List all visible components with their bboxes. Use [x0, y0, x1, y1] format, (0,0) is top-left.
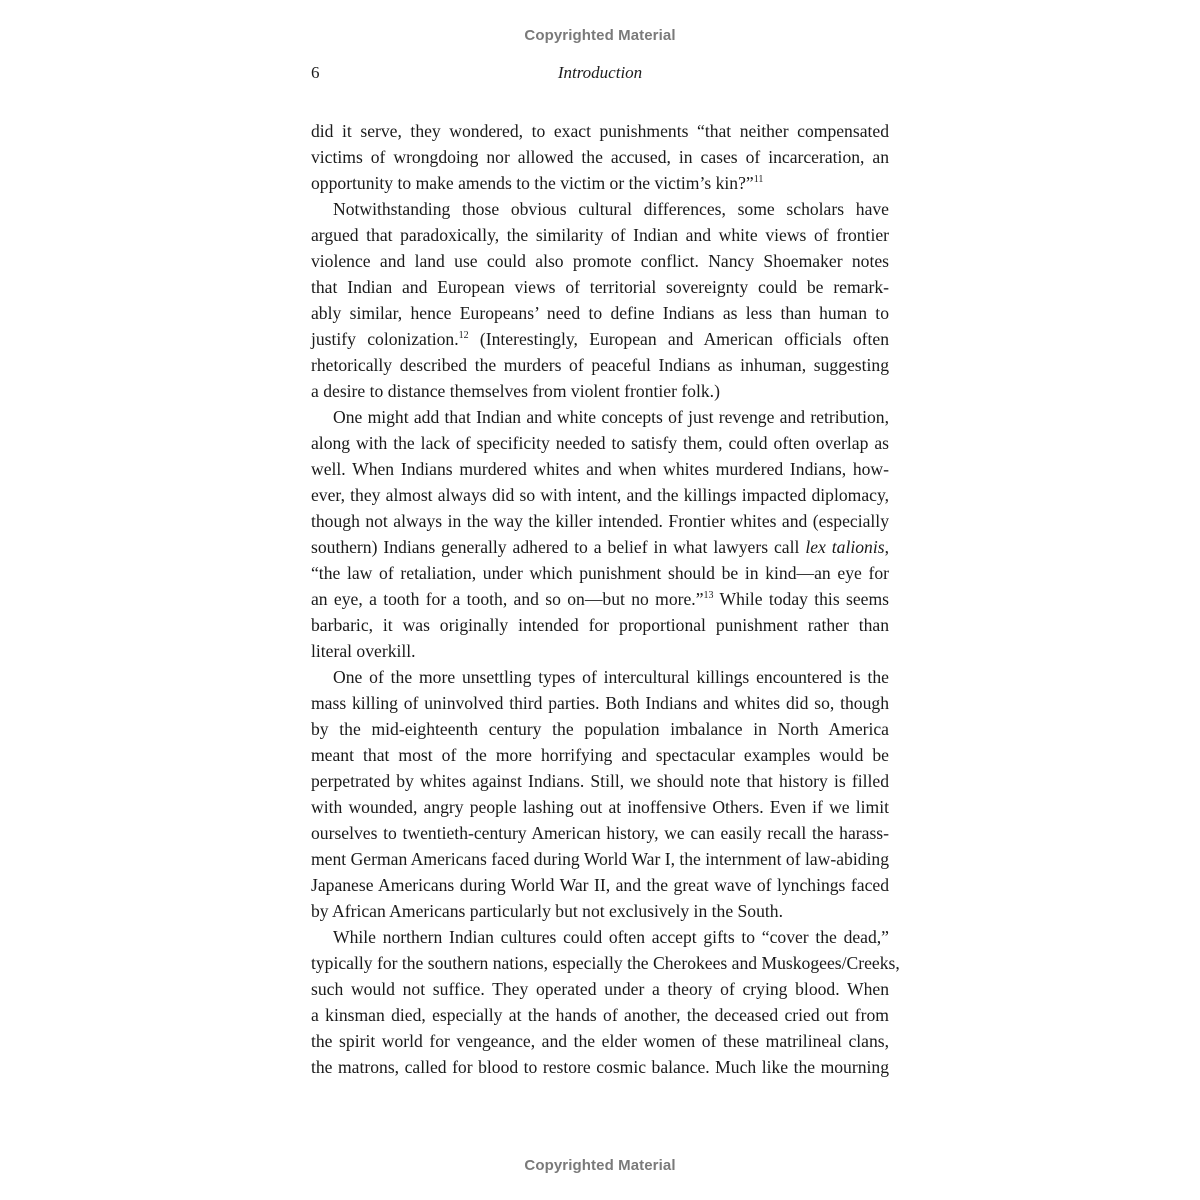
text-line — [311, 586, 889, 612]
footnote-reference: 11 — [753, 174, 764, 185]
text-line: meant that most of the more horrifying and spectacular examples would be — [311, 745, 889, 765]
text-line — [311, 326, 889, 352]
text-line — [311, 170, 889, 196]
text-line: Japanese Americans during World War II, and the great wave of lynchings faced — [311, 875, 889, 895]
text-line: well. When Indians murdered whites and when whites murdered Indians, how- — [311, 459, 889, 479]
text-line: While northern Indian cultures could often accept gifts to “cover the dead,” — [333, 927, 889, 947]
text-line: One might add that Indian and white concepts of just revenge and retribution, — [333, 407, 889, 427]
text-line: Notwithstanding those obvious cultural differences, some scholars have — [333, 199, 889, 219]
text-line: such would not suffice. They operated under a theory of crying blood. When — [311, 979, 889, 999]
text-line: along with the lack of specificity needed to satisfy them, could often overlap as — [311, 433, 889, 453]
text-line: that Indian and European views of territorial sovereignty could be remark- — [311, 277, 889, 297]
text-line: though not always in the way the killer intended. Frontier whites and (especially — [311, 511, 889, 531]
text-span: , — [884, 537, 889, 557]
text-line: perpetrated by whites against Indians. Still, we should note that history is filled — [311, 771, 889, 791]
text-line: ourselves to twentieth-century American history, we can easily recall the harass- — [311, 823, 889, 843]
text-line: literal overkill. — [311, 641, 416, 661]
page-number: 6 — [311, 63, 320, 82]
text-line: rhetorically described the murders of peaceful Indians as inhuman, suggesting — [311, 355, 889, 375]
text-span: While today this seems — [713, 589, 889, 609]
paragraph — [311, 196, 889, 404]
body-text — [311, 118, 900, 1080]
text-line: ever, they almost always did so with intent, and the killings impacted diplomacy, — [311, 485, 889, 505]
paragraph — [311, 664, 889, 924]
text-span: justify colonization. — [311, 329, 459, 349]
text-line: violence and land use could also promote conflict. Nancy Shoemaker notes — [311, 251, 889, 271]
footnote-reference: 13 — [703, 590, 714, 601]
text-line: barbaric, it was originally intended for proportional punishment rather than — [311, 615, 889, 635]
text-line: by African Americans particularly but not exclusively in the South. — [311, 901, 783, 921]
copyright-watermark-top: Copyrighted Material — [524, 27, 676, 44]
text-line — [311, 534, 889, 560]
text-line: a desire to distance themselves from violent frontier folk.) — [311, 381, 720, 401]
text-line: mass killing of uninvolved third parties. Both Indians and whites did so, though — [311, 693, 889, 713]
text-line: ably similar, hence Europeans’ need to define Indians as less than human to — [311, 303, 889, 323]
text-line: with wounded, angry people lashing out at inoffensive Others. Even if we limit — [311, 797, 889, 817]
text-line: ment German Americans faced during World War I, the internment of law-abiding — [311, 849, 889, 869]
copyright-watermark-bottom: Copyrighted Material — [524, 1157, 676, 1174]
italic-term: lex talionis — [805, 537, 885, 557]
text-span: southern) Indians generally adhered to a belief in what lawyers call — [311, 537, 806, 557]
footnote-reference: 12 — [458, 330, 469, 341]
text-line: did it serve, they wondered, to exact punishments “that neither compensated — [311, 121, 889, 141]
text-line: “the law of retaliation, under which punishment should be in kind—an eye for — [311, 563, 889, 583]
paragraph — [311, 404, 889, 664]
text-line: the matrons, called for blood to restore cosmic balance. Much like the mourning — [311, 1057, 889, 1077]
text-span: (Interestingly, European and American officials often — [468, 329, 889, 349]
text-line: by the mid-eighteenth century the population imbalance in North America — [311, 719, 889, 739]
text-line: argued that paradoxically, the similarity of Indian and white views of frontier — [311, 225, 889, 245]
paragraph — [311, 118, 889, 196]
text-span: opportunity to make amends to the victim or the victim’s kin?” — [311, 173, 754, 193]
chapter-title: Introduction — [557, 63, 643, 82]
text-span: an eye, a tooth for a tooth, and so on—but no more.” — [311, 589, 704, 609]
paragraph — [311, 924, 900, 1080]
text-line: victims of wrongdoing nor allowed the accused, in cases of incarceration, an — [311, 147, 889, 167]
text-line: typically for the southern nations, especially the Cherokees and Muskogees/Creeks, — [311, 953, 900, 973]
text-line: a kinsman died, especially at the hands of another, the deceased cried out from — [311, 1005, 889, 1025]
text-line: One of the more unsettling types of intercultural killings encountered is the — [333, 667, 889, 687]
text-line: the spirit world for vengeance, and the elder women of these matrilineal clans, — [311, 1031, 889, 1051]
running-head — [311, 63, 889, 85]
